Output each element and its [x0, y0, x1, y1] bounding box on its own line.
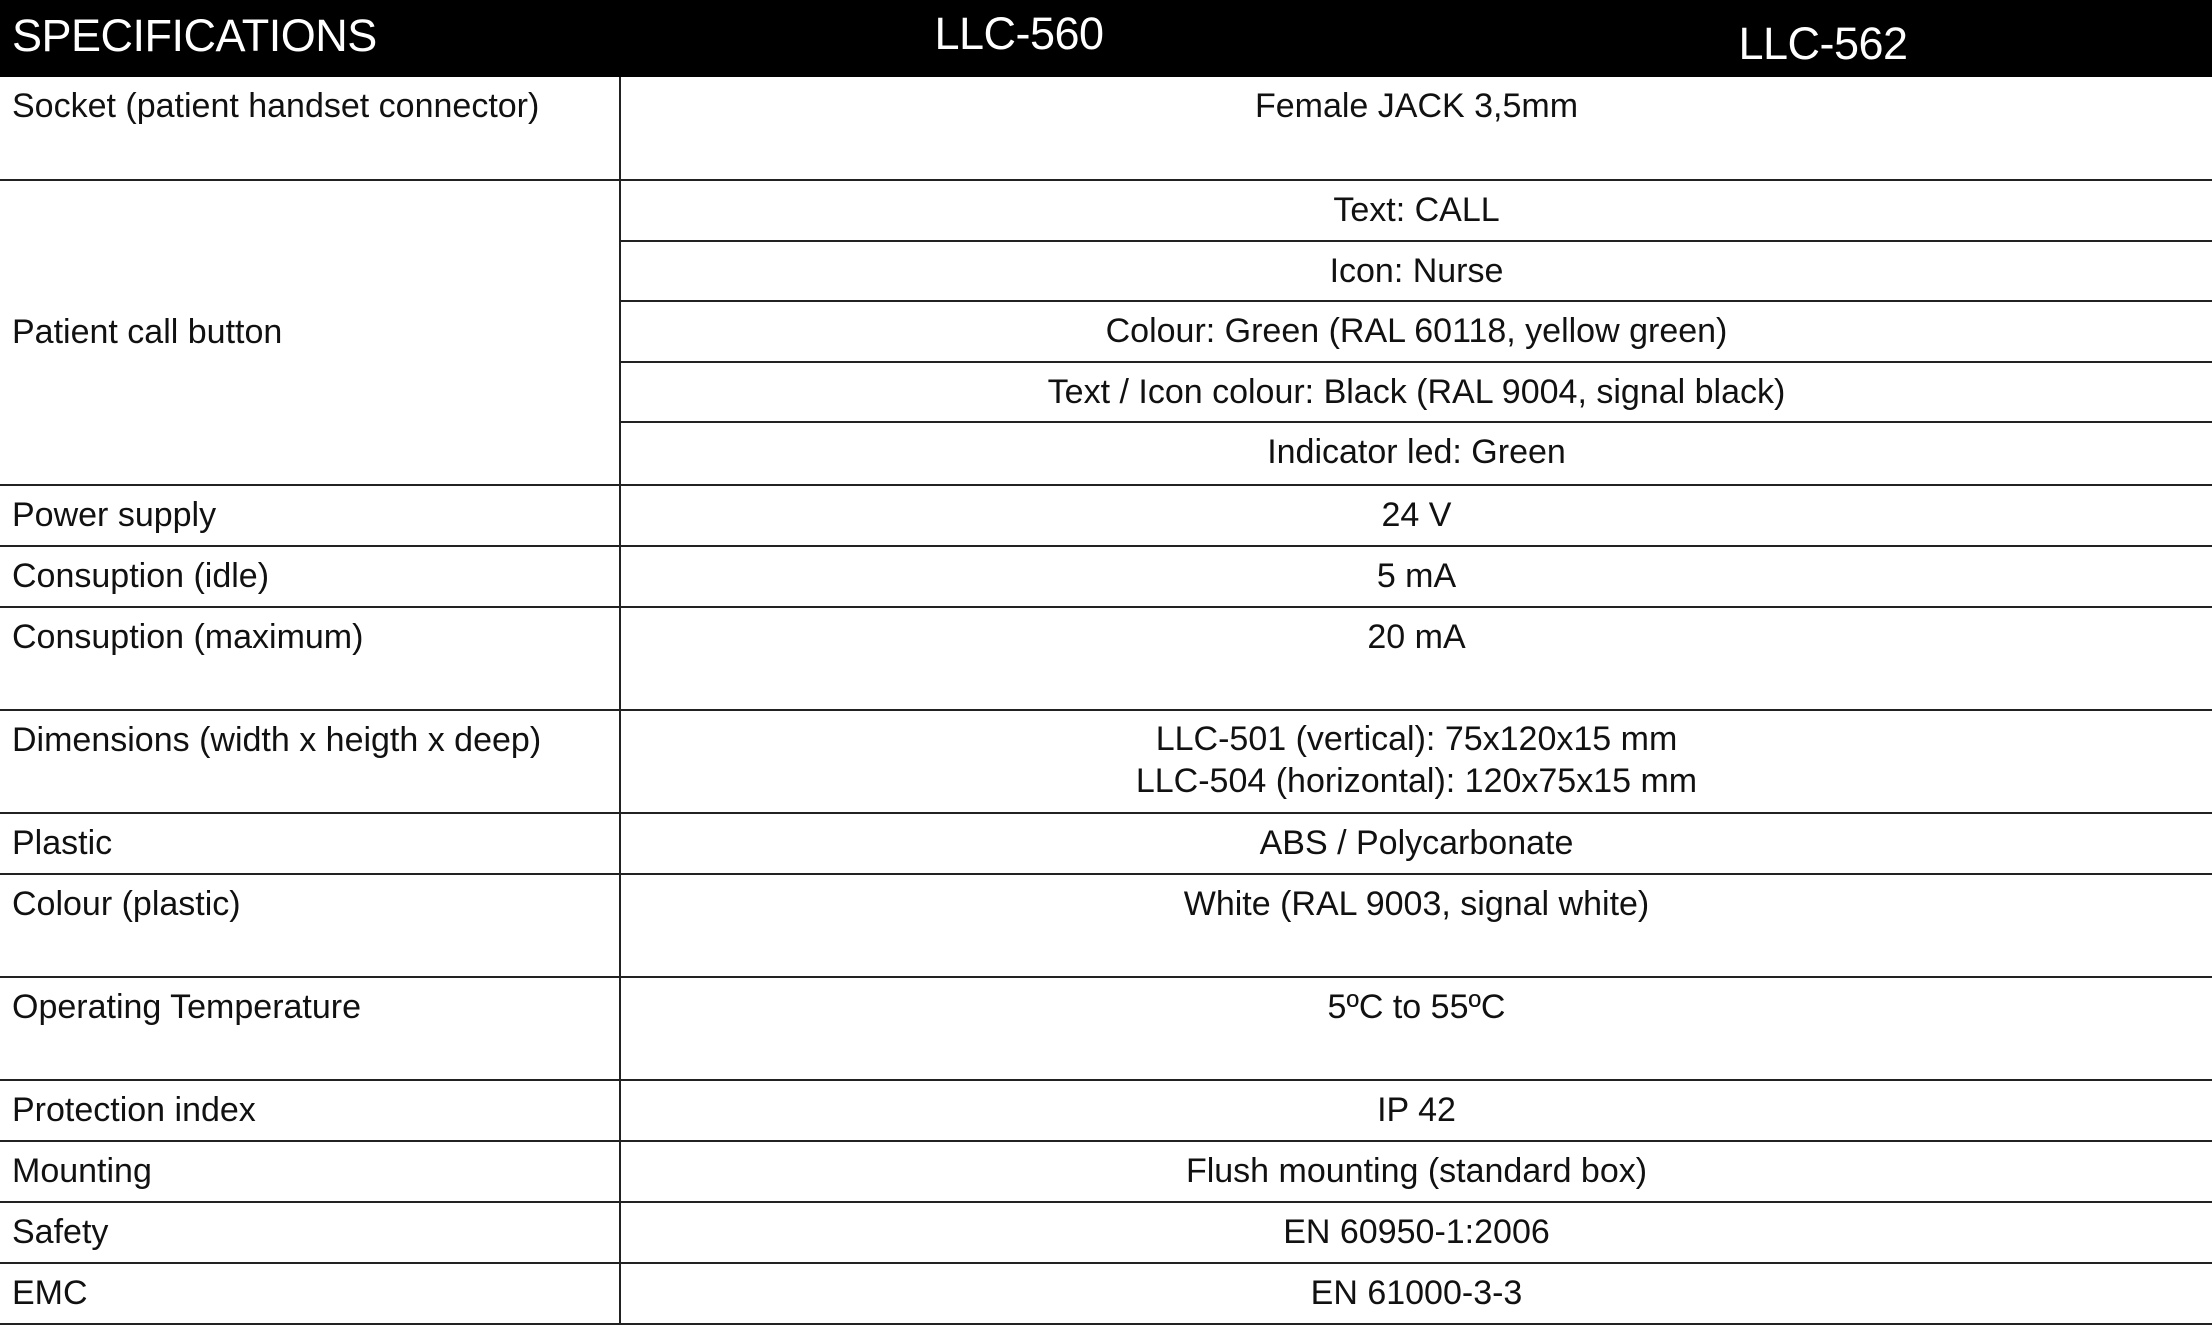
call-button-colour-value: Colour: Green (RAL 60118, yellow green) [621, 302, 2212, 363]
table-row-emc [0, 1264, 2212, 1325]
row-value: 20 mA [1367, 618, 1466, 656]
table-row-plastic [0, 814, 2212, 875]
table-row-socket [0, 77, 2212, 181]
row-label: Colour (plastic) [0, 875, 621, 976]
row-label: EMC [0, 1264, 621, 1323]
table-row-maximum [0, 608, 2212, 711]
row-label-text: Patient call button [12, 313, 283, 351]
row-value: White (RAL 9003, signal white) [1183, 885, 1650, 923]
call-button-values [621, 181, 2212, 484]
row-label: Consuption (idle) [0, 547, 621, 606]
row-label: Safety [0, 1203, 621, 1262]
row-value: 24 V [1381, 496, 1452, 534]
row-label: Socket (patient handset connector) [0, 77, 621, 179]
row-label: Mounting [0, 1142, 621, 1201]
call-button-text-value: Text: CALL [621, 181, 2212, 242]
row-label: Operating Temperature [0, 978, 621, 1079]
row-label [0, 181, 621, 484]
row-value: ABS / Polycarbonate [1259, 824, 1574, 862]
call-button-indicator-value: Indicator led: Green [1267, 433, 1566, 472]
row-value: EN 60950-1:2006 [1283, 1213, 1550, 1251]
row-label: Plastic [0, 814, 621, 873]
table-row-colour [0, 875, 2212, 978]
row-value [621, 711, 2212, 812]
call-button-icon-value: Icon: Nurse [621, 242, 2212, 303]
table-row-call-button [0, 181, 2212, 486]
table-row-protection [0, 1081, 2212, 1142]
header-model-llc-560: LLC-560 [934, 8, 1104, 59]
table-row-power [0, 486, 2212, 547]
row-value: 5 mA [1376, 557, 1457, 595]
table-row-mounting [0, 1142, 2212, 1203]
call-button-text-icon-colour-value: Text / Icon colour: Black (RAL 9004, signal black) [621, 363, 2212, 424]
row-label: Consuption (maximum) [0, 608, 621, 709]
dimensions-vertical: LLC-501 (vertical): 75x120x15 mm [1155, 720, 1678, 758]
table-row-temperature [0, 978, 2212, 1081]
row-value: 5ºC to 55ºC [1327, 988, 1506, 1026]
specifications-table [0, 77, 2212, 1325]
row-value: EN 61000-3-3 [1310, 1274, 1523, 1312]
table-row-dimensions [0, 711, 2212, 814]
row-label: Dimensions (width x heigth x deep) [0, 711, 621, 812]
row-value: Female JACK 3,5mm [1254, 87, 1579, 125]
table-header [0, 0, 2212, 77]
header-specifications: SPECIFICATIONS [12, 10, 377, 61]
row-label: Protection index [0, 1081, 621, 1140]
row-value: IP 42 [1377, 1091, 1456, 1129]
table-row-safety [0, 1203, 2212, 1264]
row-label: Power supply [0, 486, 621, 545]
dimensions-horizontal: LLC-504 (horizontal): 120x75x15 mm [1135, 762, 1698, 800]
header-model-llc-562: LLC-562 [1738, 18, 1908, 69]
table-row-idle [0, 547, 2212, 608]
row-value: Flush mounting (standard box) [1185, 1152, 1648, 1190]
